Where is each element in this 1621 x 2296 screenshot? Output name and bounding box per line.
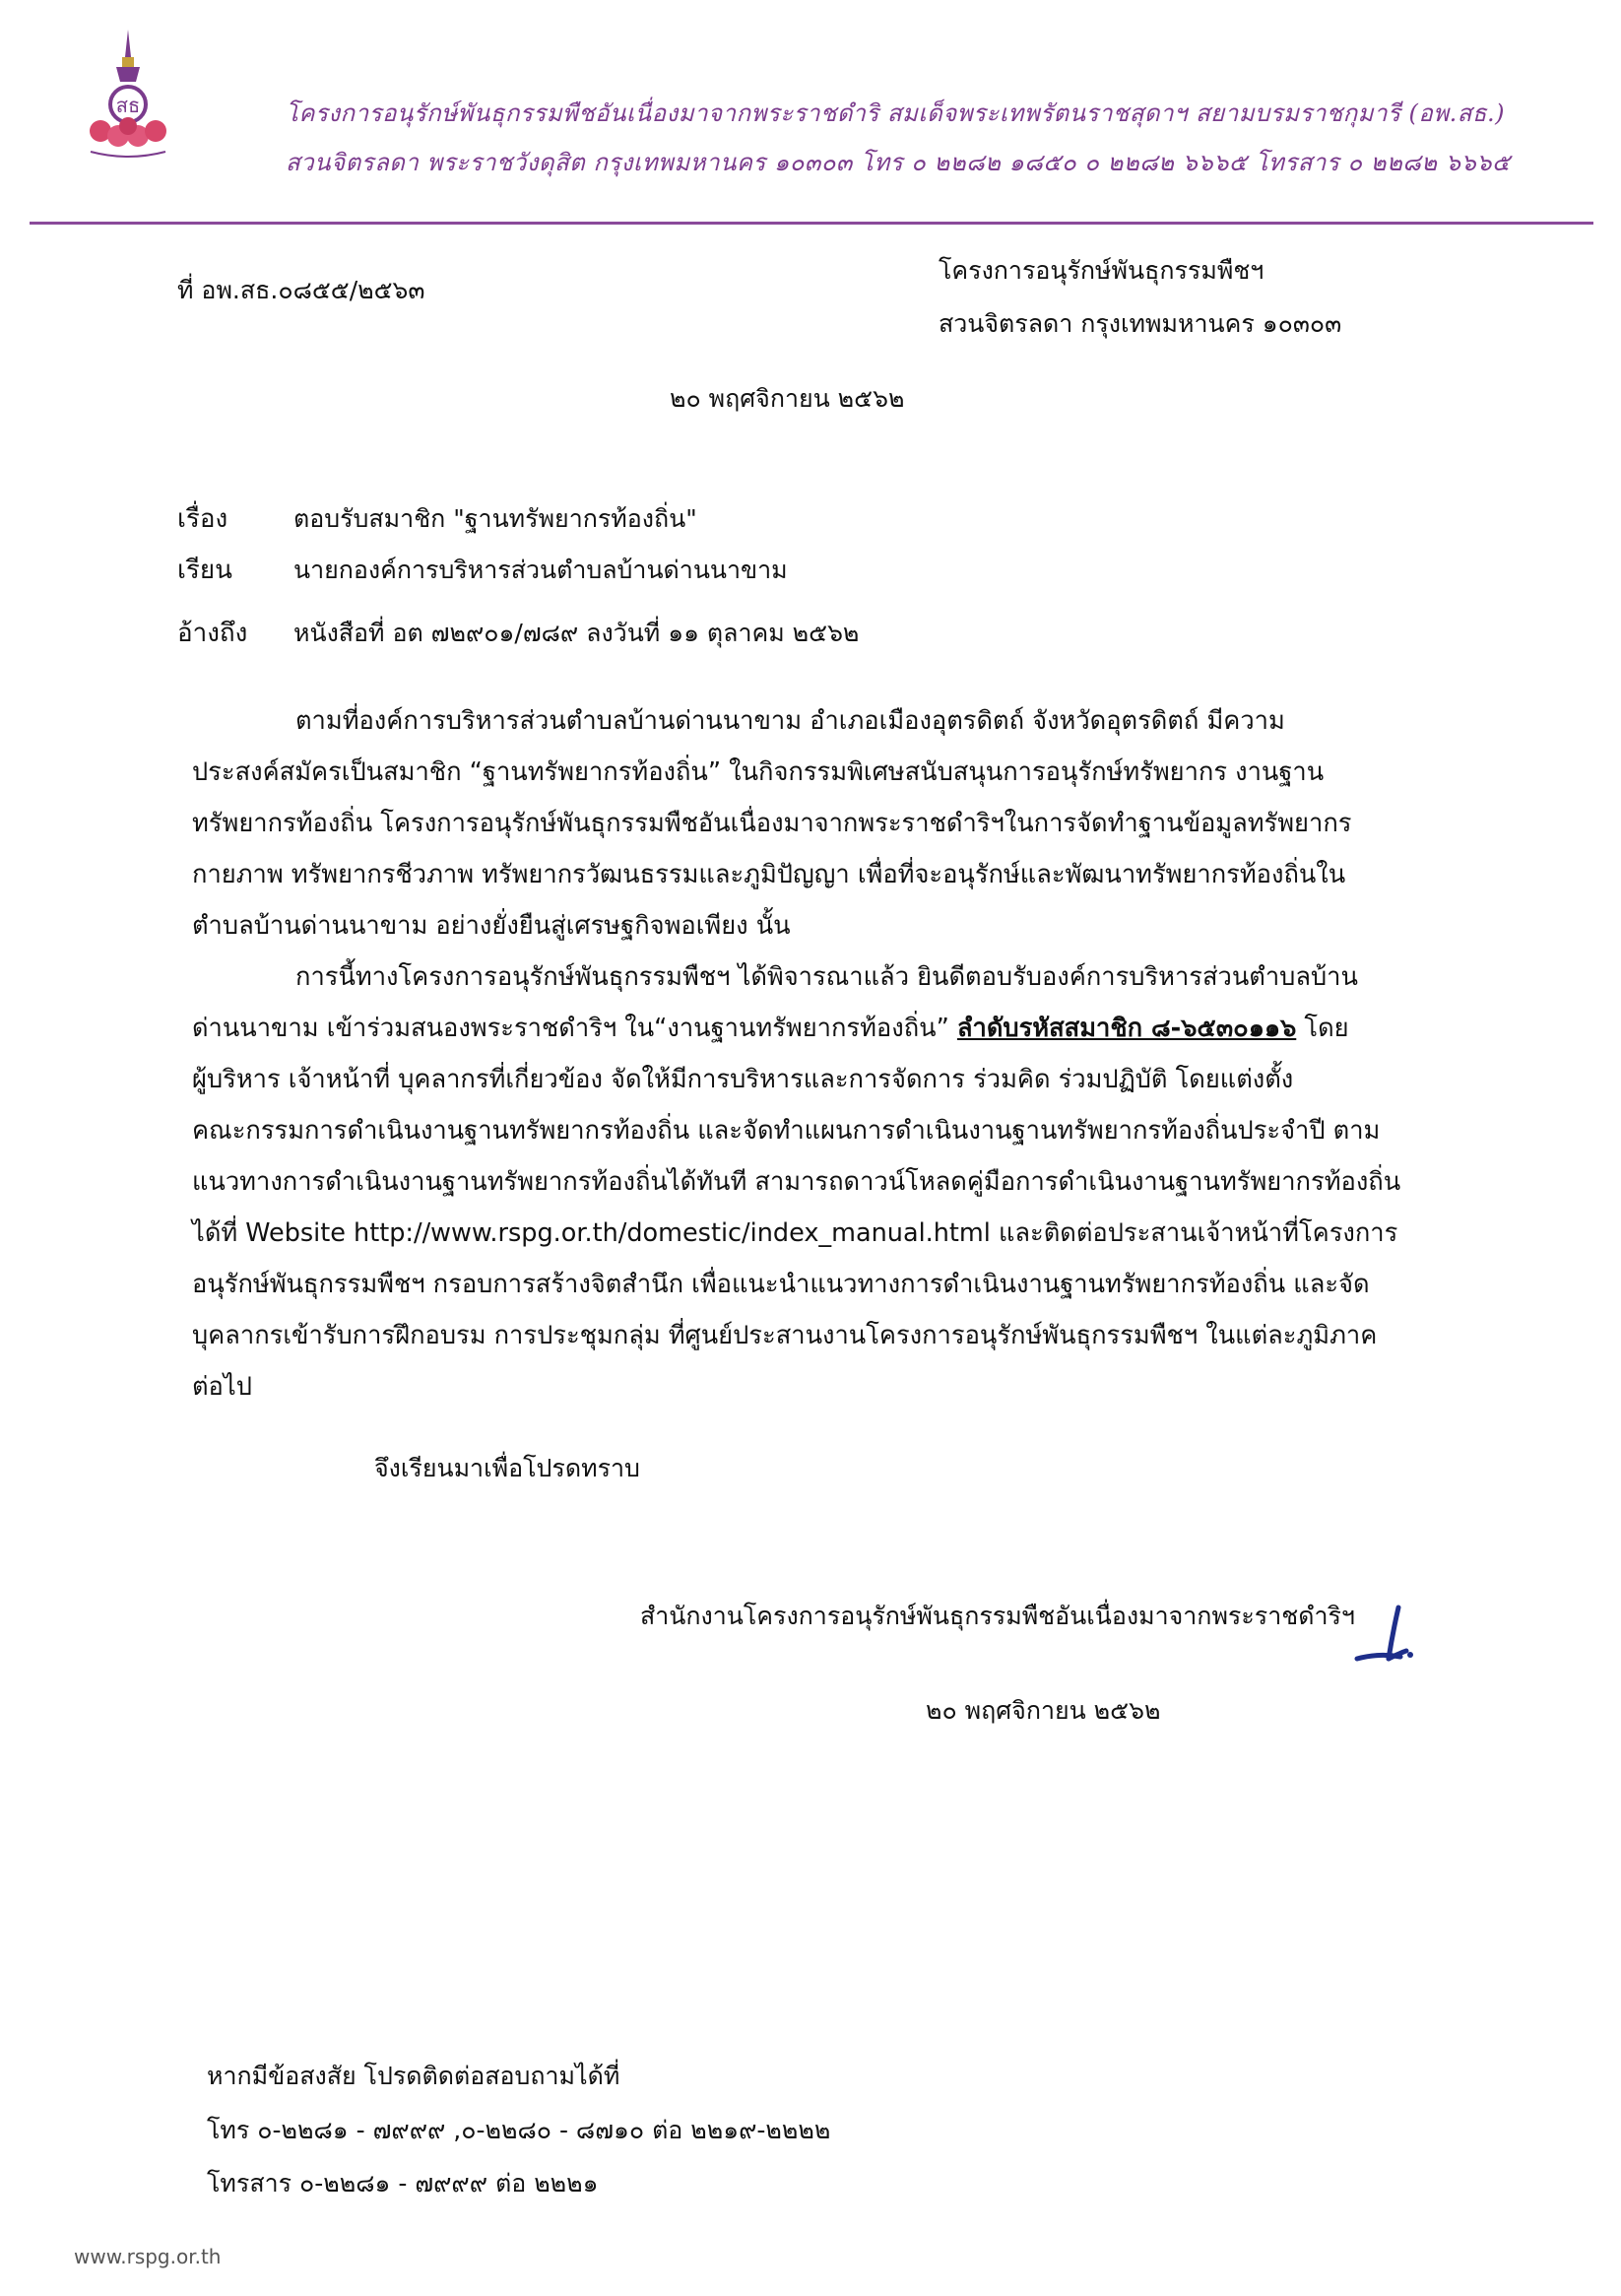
paragraph1-line: ตามที่องค์การบริหารส่วนตำบลบ้านด่านนาขาม อำเภอเมืองอุตรดิตถ์ จังหวัดอุตรดิตถ์ มีความ [295,706,1285,736]
subject-value: ตอบรับสมาชิก "ฐานทรัพยากรท้องถิ่น" [293,504,697,533]
subject-label: เรื่อง [177,504,228,534]
paragraph2-line: การนี้ทางโครงการอนุรักษ์พันธุกรรมพืชฯ ได้พิจารณาแล้ว ยินดีตอบรับองค์การบริหารส่วนตำบลบ้าน [295,962,1358,992]
signatory: สำนักงานโครงการอนุรักษ์พันธุกรรมพืชอันเนื่องมาจากพระราชดำริฯ [640,1602,1355,1630]
sender-address: สวนจิตรลดา กรุงเทพมหานคร ๑๐๓๐๓ [939,309,1342,338]
closing-text: จึงเรียนมาเพื่อโปรดทราบ [374,1454,640,1482]
letter-date: ๒๐ พฤศจิกายน ๒๕๖๒ [670,384,905,413]
paragraph2-line: บุคลากรเข้ารับการฝึกอบรม การประชุมกลุ่ม ที่ศูนย์ประสานงานโครงการอนุรักษ์พันธุกรรมพืชฯ ในแต่ละภูมิภาค [192,1321,1378,1350]
paragraph1-line: กายภาพ ทรัพยากรชีวภาพ ทรัพยากรวัฒนธรรมและภูมิปัญญา เพื่อที่จะอนุรักษ์และพัฒนาทรัพยากรท้องถิ่นใน [192,860,1346,889]
paragraph1-line: ประสงค์สมัครเป็นสมาชิก “ฐานทรัพยากรท้องถิ่น” ในกิจกรรมพิเศษสนับสนุนการอนุรักษ์ทรัพยากร งานฐาน [192,757,1325,787]
paragraph2-line: ผู้บริหาร เจ้าหน้าที่ บุคลากรที่เกี่ยวข้อง จัดให้มีการบริหารและการจัดการ ร่วมคิด ร่วมปฏิบัติ โดยแต่งตั้ง [192,1065,1294,1094]
recipient-label: เรียน [177,556,232,585]
member-code: ลำดับรหัสสมาชิก ๘-๖๕๓๐๑๑๖ [956,1014,1297,1043]
recipient-value: นายกองค์การบริหารส่วนตำบลบ้านด่านนาขาม [293,556,788,584]
svg-text:สธ: สธ [115,94,141,117]
reference-value: หนังสือที่ อต ๗๒๙๐๑/๗๘๙ ลงวันที่ ๑๑ ตุลาคม ๒๕๖๒ [293,619,860,647]
sender-name: โครงการอนุรักษ์พันธุกรรมพืชฯ [939,256,1264,285]
rspg-emblem-icon [79,28,177,165]
contact-phone: โทร ๐-๒๒๘๑ - ๗๙๙๙ ,๐-๒๒๘๐ - ๘๗๑๐ ต่อ ๒๒๑๙-๒๒๒๒ [207,2116,831,2144]
paragraph1-line: ทรัพยากรท้องถิ่น โครงการอนุรักษ์พันธุกรรมพืชอันเนื่องมาจากพระราชดำริฯในการจัดทำฐานข้อมูลทรัพยากร [192,809,1352,838]
footer-url: www.rspg.or.th [74,2245,222,2268]
signature-date: ๒๐ พฤศจิกายน ๒๕๖๒ [926,1696,1161,1725]
contact-fax: โทรสาร ๐-๒๒๘๑ - ๗๙๙๙ ต่อ ๒๒๒๑ [207,2169,599,2198]
paragraph2-text: ด่านนาขาม เข้าร่วมสนองพระราชดำริฯ ใน“งานฐานทรัพยากรท้องถิ่น” [192,1014,957,1043]
paragraph2-line-website: ได้ที่ Website http://www.rspg.or.th/domestic/index_manual.html และติดต่อประสานเจ้าหน้าที่โครงการ [192,1218,1398,1248]
reference-label: อ้างถึง [177,619,248,648]
paragraph2-line: แนวทางการดำเนินงานฐานทรัพยากรท้องถิ่นได้ทันที สามารถดาวน์โหลดคู่มือการดำเนินงานฐานทรัพยากรท้องถิ่น [192,1167,1401,1197]
letterhead-title: โครงการอนุรักษ์พันธุกรรมพืชอันเนื่องมาจากพระราชดำริ สมเด็จพระเทพรัตนราชสุดาฯ สยามบรมราชกุมารี (อพ.สธ.) [286,99,1505,127]
paragraph1-line: ตำบลบ้านด่านนาขาม อย่างยั่งยืนสู่เศรษฐกิจพอเพียง นั้น [192,911,791,941]
signature [1349,1594,1428,1673]
paragraph2-line: อนุรักษ์พันธุกรรมพืชฯ กรอบการสร้างจิตสำนึก เพื่อแนะนำแนวทางการดำเนินงานฐานทรัพยากรท้องถิ่น และจัด [192,1270,1370,1299]
contact-intro: หากมีข้อสงสัย โปรดติดต่อสอบถามได้ที่ [207,2062,620,2090]
paragraph2-line-with-code [192,1009,1349,1048]
paragraph2-line: คณะกรรมการดำเนินงานฐานทรัพยากรท้องถิ่น และจัดทำแผนการดำเนินงานฐานทรัพยากรท้องถิ่นประจำปี ตาม [192,1116,1381,1146]
letterhead-address: สวนจิตรลดา พระราชวังดุสิต กรุงเทพมหานคร ๑๐๓๐๓ โทร ๐ ๒๒๘๒ ๑๘๕๐ ๐ ๒๒๘๒ ๖๖๖๕ โทรสาร ๐ ๒๒๘๒ ๖๖๖๕ [286,149,1511,176]
paragraph2-line: ต่อไป [192,1372,252,1402]
letterhead-divider [30,222,1593,225]
paragraph2-text: โดย [1296,1014,1349,1043]
reference-number: ที่ อพ.สธ.๐๘๕๕/๒๕๖๓ [177,276,425,304]
